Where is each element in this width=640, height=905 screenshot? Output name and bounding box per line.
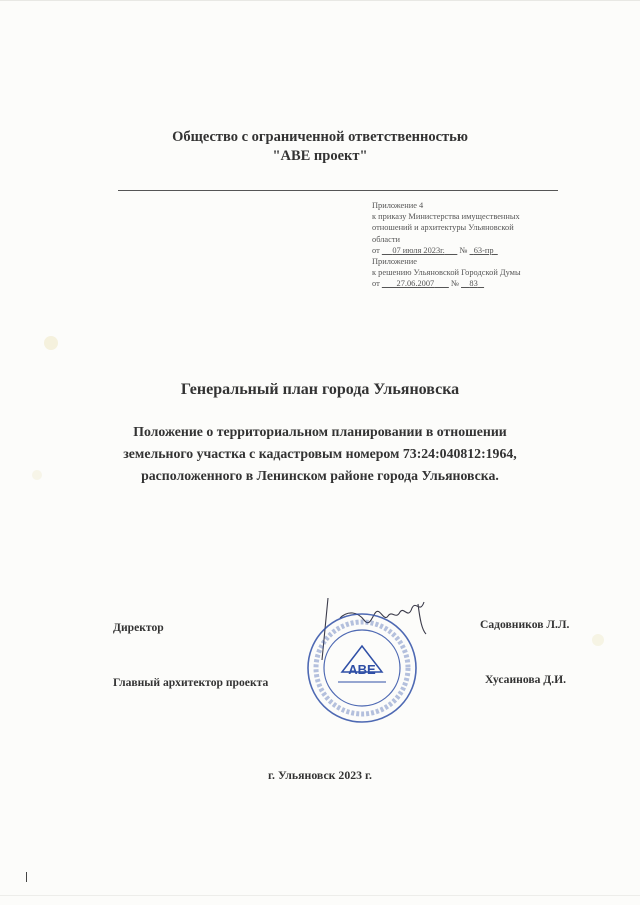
document-title: Генеральный план города Ульяновска	[180, 381, 460, 398]
appendix-block	[372, 200, 572, 290]
appendix-line: к приказу Министерства имущественных	[372, 212, 520, 222]
order-date: 07 июля 2023г.	[392, 245, 445, 255]
scan-edge	[0, 0, 640, 1]
appendix-line: области	[372, 234, 400, 244]
organization-name-line1: Общество с ограниченной ответственностью	[172, 129, 468, 145]
company-seal	[288, 590, 438, 730]
decision-date: 27.06.2007	[396, 279, 435, 289]
paper-stain	[592, 634, 604, 646]
appendix-line: Приложение 4	[372, 201, 424, 210]
seal-logo-text: АВЕ	[348, 662, 376, 677]
scan-edge	[0, 895, 640, 896]
subtitle-line: расположенного в Ленинском районе города Ульяновска.	[141, 468, 499, 483]
paper-stain	[44, 336, 58, 350]
appendix-line: Приложение	[372, 257, 417, 267]
appendix-line: к решению Ульяновской Городской Думы	[372, 268, 521, 278]
decision-reference	[372, 278, 572, 289]
subtitle-line: земельного участка с кадастровым номером 73:24:040812:1964,	[123, 446, 517, 461]
appendix-line: отношений и архитектуры Ульяновской	[372, 223, 514, 233]
director-name: Садовников Л.Л.	[480, 618, 570, 631]
order-number: 63-пр	[473, 245, 494, 255]
subtitle-line: Положение о территориальном планировании в отношении	[133, 424, 507, 439]
decision-number-prefix: №	[450, 279, 459, 289]
architect-name: Хусаинова Д.И.	[485, 673, 567, 686]
director-label: Директор	[113, 621, 164, 634]
decision-date-prefix: от	[372, 279, 380, 289]
header-divider	[118, 190, 558, 191]
place-and-year: г. Ульяновск 2023 г.	[268, 768, 372, 782]
order-date-prefix: от	[372, 245, 380, 255]
architect-label: Главный архитектор проекта	[113, 676, 269, 689]
order-number-prefix: №	[459, 245, 468, 255]
organization-name-line2: "АВЕ проект"	[272, 148, 368, 164]
decision-number: 83	[469, 279, 478, 289]
scan-mark	[26, 872, 27, 882]
order-reference	[372, 245, 572, 256]
